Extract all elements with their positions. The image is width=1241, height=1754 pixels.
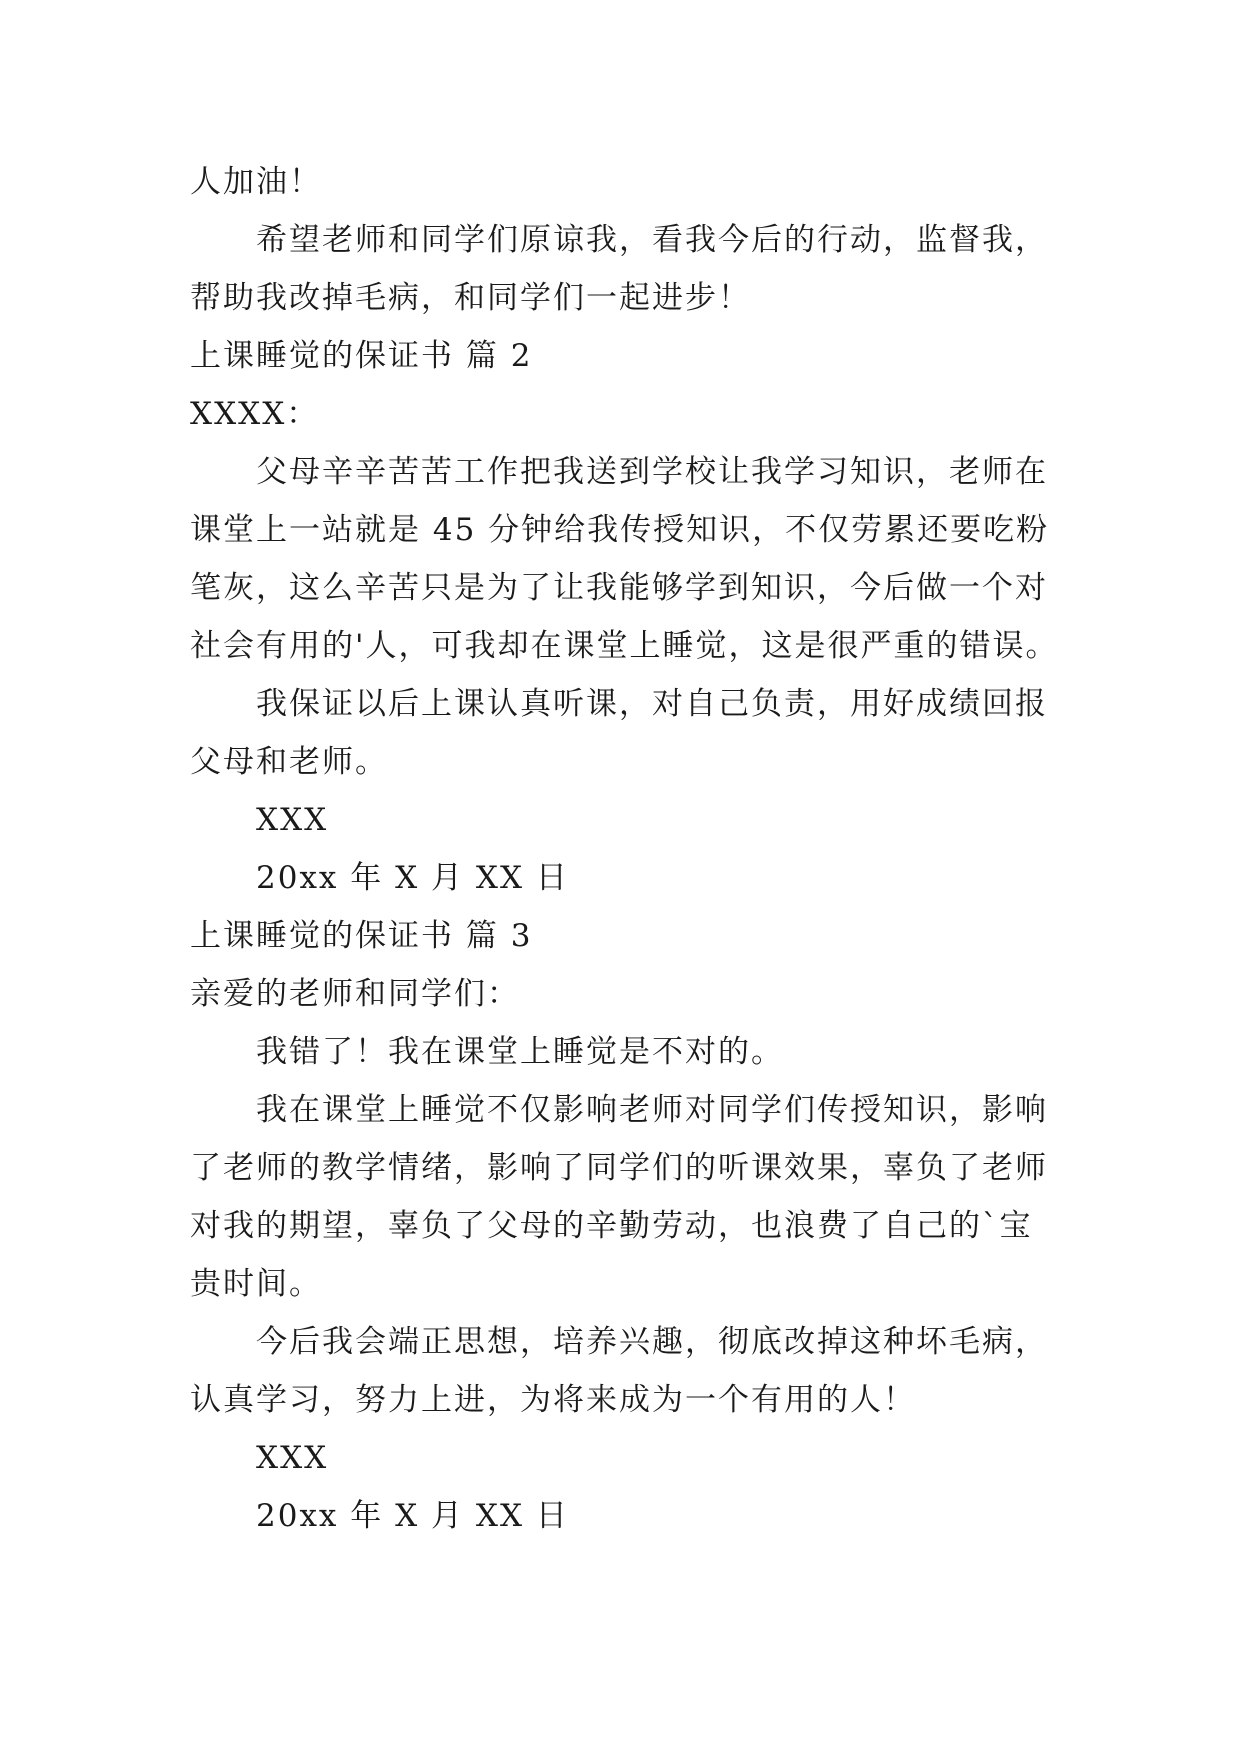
- signature-name: XXX: [256, 802, 329, 838]
- paragraph-line: 我在课堂上睡觉不仅影响老师对同学们传授知识，影响: [256, 1092, 1048, 1128]
- paragraph-line: 帮助我改掉毛病，和同学们一起进步！: [190, 280, 751, 316]
- salutation: 亲爱的老师和同学们：: [190, 976, 520, 1012]
- paragraph-line: 贵时间。: [190, 1266, 322, 1302]
- paragraph-line: 父母和老师。: [190, 744, 388, 780]
- salutation: XXXX：: [190, 396, 320, 432]
- signature-date: 20xx 年 X 月 XX 日: [256, 860, 569, 896]
- paragraph-line: 社会有用的'人，可我却在课堂上睡觉，这是很严重的错误。: [190, 628, 1059, 664]
- paragraph-line: 希望老师和同学们原谅我，看我今后的行动，监督我，: [256, 222, 1048, 258]
- section-heading: 上课睡觉的保证书 篇 3: [190, 918, 533, 954]
- paragraph-line: 了老师的教学情绪，影响了同学们的听课效果，辜负了老师: [190, 1150, 1048, 1186]
- section-heading: 上课睡觉的保证书 篇 2: [190, 338, 533, 374]
- paragraph-line: 父母辛辛苦苦工作把我送到学校让我学习知识，老师在: [256, 454, 1048, 490]
- paragraph-line: 课堂上一站就是 45 分钟给我传授知识，不仅劳累还要吃粉: [190, 512, 1050, 548]
- paragraph-line: 今后我会端正思想，培养兴趣，彻底改掉这种坏毛病，: [256, 1324, 1048, 1360]
- paragraph-line: 对我的期望，辜负了父母的辛勤劳动，也浪费了自己的`宝: [190, 1208, 1033, 1244]
- signature-name: XXX: [256, 1440, 329, 1476]
- paragraph-line: 我错了！我在课堂上睡觉是不对的。: [256, 1034, 784, 1070]
- signature-date: 20xx 年 X 月 XX 日: [256, 1498, 569, 1534]
- paragraph-line: 我保证以后上课认真听课，对自己负责，用好成绩回报: [256, 686, 1048, 722]
- paragraph-line: 人加油！: [190, 164, 322, 200]
- paragraph-line: 认真学习，努力上进，为将来成为一个有用的人！: [190, 1382, 916, 1418]
- paragraph-line: 笔灰，这么辛苦只是为了让我能够学到知识，今后做一个对: [190, 570, 1048, 606]
